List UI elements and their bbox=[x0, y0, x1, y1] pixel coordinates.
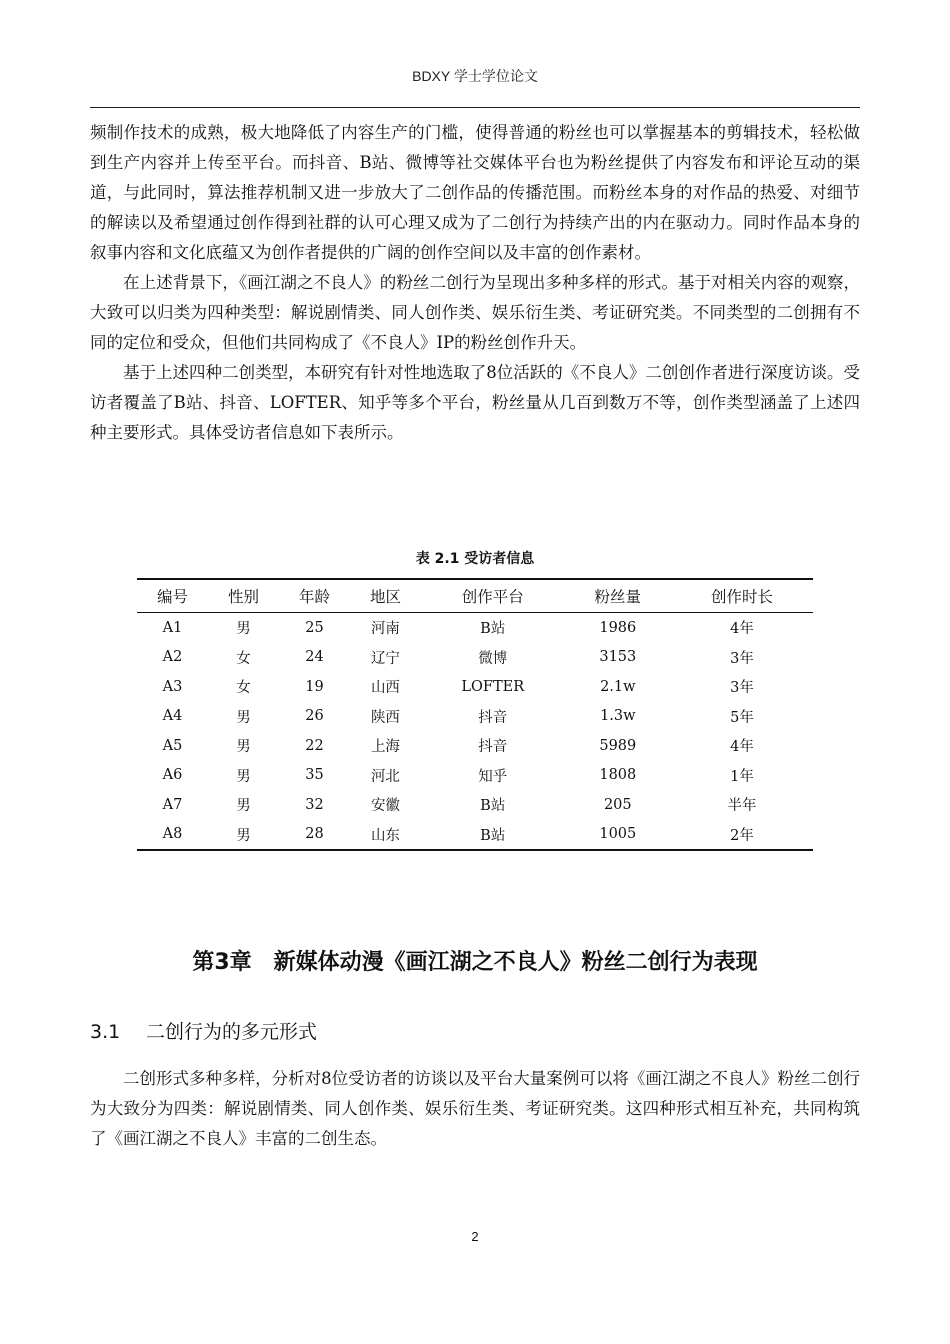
table-cell: 26 bbox=[305, 708, 324, 725]
paragraph: 频制作技术的成熟，极大地降低了内容生产的门槛，使得普通的粉丝也可以掌握基本的剪辑技术，轻松做到生产内容并上传至平台。而抖音、B站、微博等社交媒体平台也为粉丝提供了内容发布和评论互动的渠道，与此同时，算法推荐机制又进一步放大了二创作品的传播范围。而粉丝本身的对作品的热爱、对细节的解读以及希望通过创作得到社群的认可心理又成为了二创行为持续产出的内在驱动力。同时作品本身的叙事内容和文化底蕴又为创作者提供的广阔的创作空间以及丰富的创作素材。 bbox=[90, 123, 860, 262]
table-cell: 河北 bbox=[370, 768, 400, 785]
section-number: 3.1 bbox=[90, 1021, 121, 1043]
table-cell: 35 bbox=[305, 767, 324, 784]
table-cell: B站 bbox=[480, 798, 506, 815]
table-cell: A7 bbox=[162, 796, 183, 813]
table-row bbox=[137, 702, 813, 732]
column-header: 性别 bbox=[208, 579, 279, 613]
table-row bbox=[137, 672, 813, 702]
page-number: 2 bbox=[471, 1229, 479, 1244]
table-cell: 河南 bbox=[370, 621, 400, 638]
table-cell: 28 bbox=[279, 820, 350, 851]
body-text-top bbox=[90, 118, 860, 448]
table-row bbox=[137, 643, 813, 673]
table-cell: 男 bbox=[236, 798, 251, 815]
table-cell: 山西 bbox=[370, 680, 400, 697]
table-cell: 19 bbox=[305, 678, 324, 695]
chapter-title: 第3章 新媒体动漫《画江湖之不良人》粉丝二创行为表现 bbox=[192, 950, 758, 975]
table-caption: 表 2.1 受访者信息 bbox=[415, 551, 535, 567]
table-cell: A2 bbox=[162, 649, 183, 666]
table-cell: 男 bbox=[236, 768, 251, 785]
table-cell: 22 bbox=[305, 737, 324, 754]
table-cell: 4年 bbox=[730, 621, 754, 638]
table-cell: 3年 bbox=[730, 650, 754, 667]
column-header: 年龄 bbox=[279, 579, 350, 613]
table-cell: 男 bbox=[236, 709, 251, 726]
table-cell: 4年 bbox=[730, 739, 754, 756]
paragraph: 在上述背景下，《画江湖之不良人》的粉丝二创行为呈现出多种多样的形式。基于对相关内容的观察，大致可以归类为四种类型：解说剧情类、同人创作类、娱乐衍生类、考证研究类。不同类型的二创拥有不同的定位和受众，但他们共同构成了《不良人》IP的粉丝创作升天。 bbox=[90, 273, 860, 352]
table-cell: 辽宁 bbox=[370, 650, 400, 667]
section-title: 二创行为的多元形式 bbox=[146, 1021, 318, 1043]
table-cell: 上海 bbox=[370, 739, 400, 756]
table-cell: 1986 bbox=[599, 619, 637, 636]
table-cell: 女 bbox=[236, 650, 251, 667]
table-cell: 陕西 bbox=[370, 709, 400, 726]
table-cell: 1年 bbox=[730, 768, 754, 785]
table-row bbox=[137, 761, 813, 791]
table-cell: B站 bbox=[480, 621, 506, 638]
table-header-row bbox=[137, 579, 813, 613]
table-row bbox=[137, 731, 813, 761]
table-cell: 1808 bbox=[599, 767, 637, 784]
table-cell: A5 bbox=[162, 737, 183, 754]
table-cell: A4 bbox=[162, 708, 183, 725]
column-header: 编号 bbox=[137, 579, 208, 613]
table-row bbox=[137, 613, 813, 643]
table-cell: 2.1w bbox=[600, 678, 636, 695]
column-header: 创作平台 bbox=[421, 579, 565, 613]
table-cell: A3 bbox=[162, 678, 183, 695]
table-cell: A1 bbox=[162, 619, 183, 636]
table-cell: 24 bbox=[305, 649, 324, 666]
page-header: BDXY 学士学位论文 bbox=[412, 68, 538, 84]
table-row bbox=[137, 790, 813, 820]
table-cell: 1005 bbox=[565, 820, 671, 851]
table-cell: 抖音 bbox=[478, 709, 508, 726]
section-heading bbox=[90, 1017, 317, 1044]
table-cell: 知乎 bbox=[478, 768, 508, 785]
table-cell: 半年 bbox=[727, 798, 757, 815]
table-cell: 男 bbox=[208, 820, 279, 851]
table-cell: 微博 bbox=[478, 650, 508, 667]
body-text-bottom bbox=[90, 1064, 860, 1154]
respondent-table bbox=[137, 578, 813, 851]
table-cell: LOFTER bbox=[461, 678, 525, 695]
table-cell: B站 bbox=[421, 820, 565, 851]
table-cell: 山东 bbox=[350, 820, 421, 851]
table-row bbox=[137, 820, 813, 851]
table-cell: A8 bbox=[137, 820, 208, 851]
paragraph: 基于上述四种二创类型，本研究有针对性地选取了8位活跃的《不良人》二创创作者进行深度访谈。受访者覆盖了B站、抖音、LOFTER、知乎等多个平台，粉丝量从几百到数万不等，创作类型涵盖了上述四种主要形式。具体受访者信息如下表所示。 bbox=[90, 363, 860, 442]
column-header: 粉丝量 bbox=[565, 579, 671, 613]
table-cell: 2年 bbox=[671, 820, 813, 851]
table-cell: 25 bbox=[305, 619, 324, 636]
table-cell: 5989 bbox=[599, 737, 637, 754]
table-cell: 205 bbox=[603, 796, 632, 813]
table-cell: 1.3w bbox=[600, 708, 636, 725]
column-header: 创作时长 bbox=[671, 579, 813, 613]
table-cell: 5年 bbox=[730, 709, 754, 726]
column-header: 地区 bbox=[350, 579, 421, 613]
table-cell: 抖音 bbox=[478, 739, 508, 756]
table-cell: A6 bbox=[162, 767, 183, 784]
table-cell: 女 bbox=[236, 680, 251, 697]
table-cell: 3年 bbox=[730, 680, 754, 697]
table-cell: 安徽 bbox=[370, 798, 400, 815]
table-cell: 3153 bbox=[599, 649, 637, 666]
paragraph: 二创形式多种多样，分析对8位受访者的访谈以及平台大量案例可以将《画江湖之不良人》粉丝二创行为大致分为四类：解说剧情类、同人创作类、娱乐衍生类、考证研究类。这四种形式相互补充，共同构筑了《画江湖之不良人》丰富的二创生态。 bbox=[90, 1069, 860, 1148]
table-cell: 男 bbox=[236, 621, 251, 638]
table-cell: 32 bbox=[305, 796, 324, 813]
table-cell: 男 bbox=[236, 739, 251, 756]
header-rule bbox=[90, 107, 860, 108]
